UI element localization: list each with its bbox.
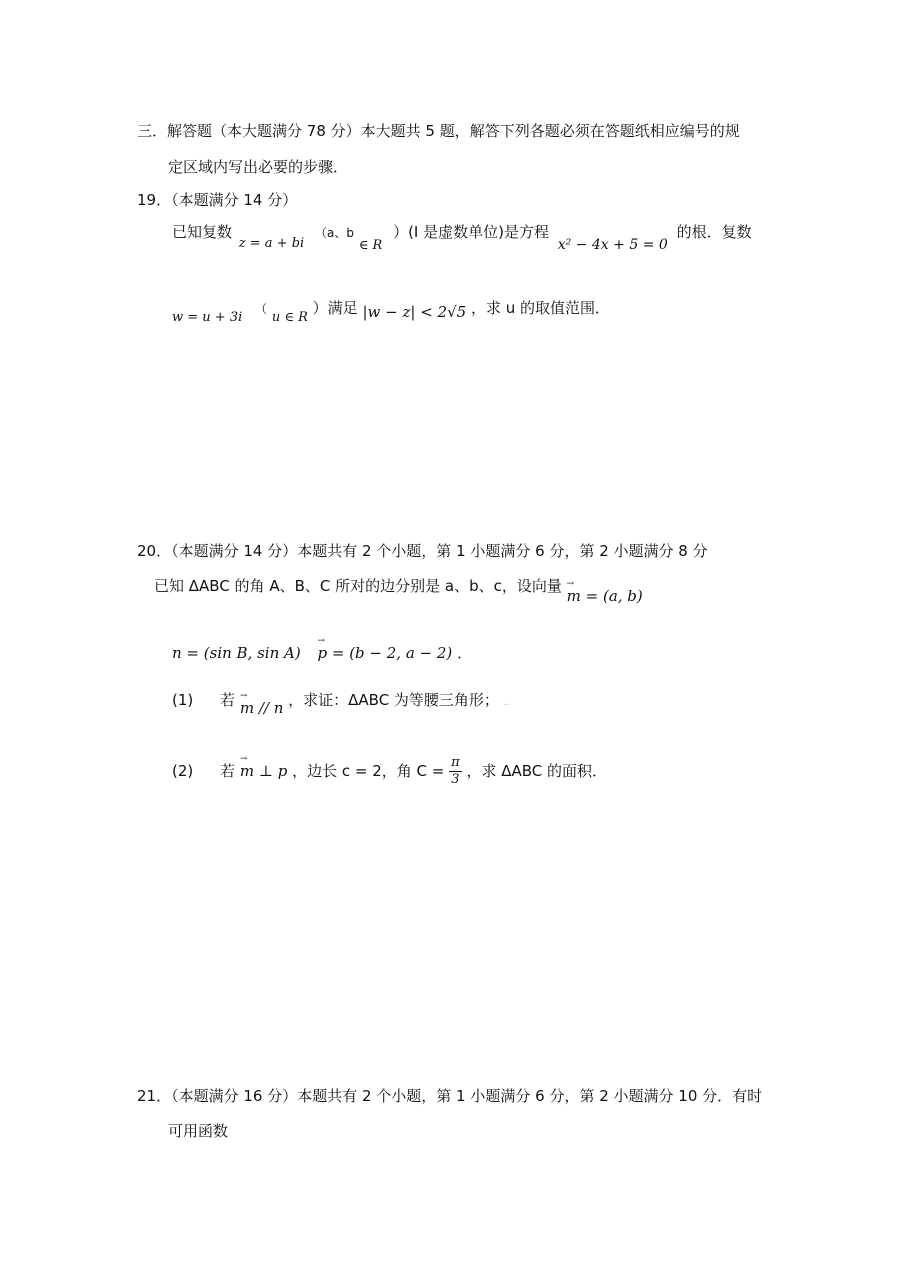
section-heading-cont: 定区域内写出必要的步骤． — [168, 158, 349, 176]
q20-vector-p: → p = (b − 2, a − 2) — [318, 643, 453, 663]
q20-fraction-denominator: 3 — [451, 772, 460, 787]
q19-u-in-r: u ∈ R — [271, 310, 308, 325]
q20-part2-label: (2) — [172, 762, 194, 780]
q19-header: 19．（本题满分 14 分） — [137, 191, 298, 209]
q19-w-formula: w = u + 3i — [172, 310, 243, 325]
q21-line2: 可用函数 — [168, 1122, 229, 1140]
q20-line2 — [172, 643, 472, 663]
q20-text: 若 — [220, 762, 236, 780]
q19-in-r: ∈ R — [358, 238, 383, 253]
q19-text: ，求 u 的取值范围． — [470, 299, 611, 317]
q20-text: 若 — [220, 691, 236, 709]
q20-line1 — [154, 576, 643, 605]
q19-text: （a、b — [314, 226, 354, 240]
stray-mark: .. — [503, 698, 510, 708]
q20-text: ，求 ΔABC 的面积． — [466, 762, 607, 780]
q20-m-perp-p: → m ⊥ p — [240, 761, 287, 781]
q20-text: ，边长 c = 2，角 C = — [292, 762, 445, 780]
section-heading: 三．解答题（本大题满分 78 分）本大题共 5 题，解答下列各题必须在答题纸相应编号的规 — [137, 122, 740, 140]
q19-equation: x² − 4x + 5 = 0 — [557, 237, 668, 253]
q19-text: ）满足 — [312, 299, 358, 317]
q19-line2 — [172, 298, 611, 325]
q19-z-formula: z = a + bi — [238, 236, 305, 251]
q19-line1 — [172, 222, 752, 253]
q20-angle-fraction — [449, 755, 462, 788]
q20-text: 已知 ΔABC 的角 A、B、C 所对的边分别是 a、b、c，设向量 — [154, 577, 562, 595]
q21-header: 21．（本题满分 16 分）本题共有 2 个小题，第 1 小题满分 6 分，第 2 小题满分 10 分．有时 — [137, 1087, 763, 1105]
q20-part2 — [172, 755, 607, 788]
q20-m-parallel-n: → m // n — [240, 698, 284, 718]
q19-text: 的根．复数 — [676, 223, 752, 241]
q20-vector-n: n = (sin B, sin A) — [172, 644, 301, 662]
q20-text: ，求证：ΔABC 为等腰三角形； — [288, 691, 499, 709]
q19-text: 已知复数 — [172, 223, 233, 241]
q20-header: 20．（本题满分 14 分）本题共有 2 个小题，第 1 小题满分 6 分，第 2 小题满分 8 分 — [137, 542, 708, 560]
q20-fraction-numerator: π — [451, 755, 460, 770]
q19-inequality: |w − z| < 2√5 — [362, 303, 467, 321]
q20-part1 — [172, 690, 510, 717]
q19-text: ）(I 是虚数单位)是方程 — [393, 223, 549, 241]
q20-part1-label: (1) — [172, 691, 194, 709]
q19-text: （ — [255, 302, 268, 316]
q20-vector-m: → m = (a, b) — [567, 586, 643, 606]
q20-text: ． — [457, 644, 473, 662]
